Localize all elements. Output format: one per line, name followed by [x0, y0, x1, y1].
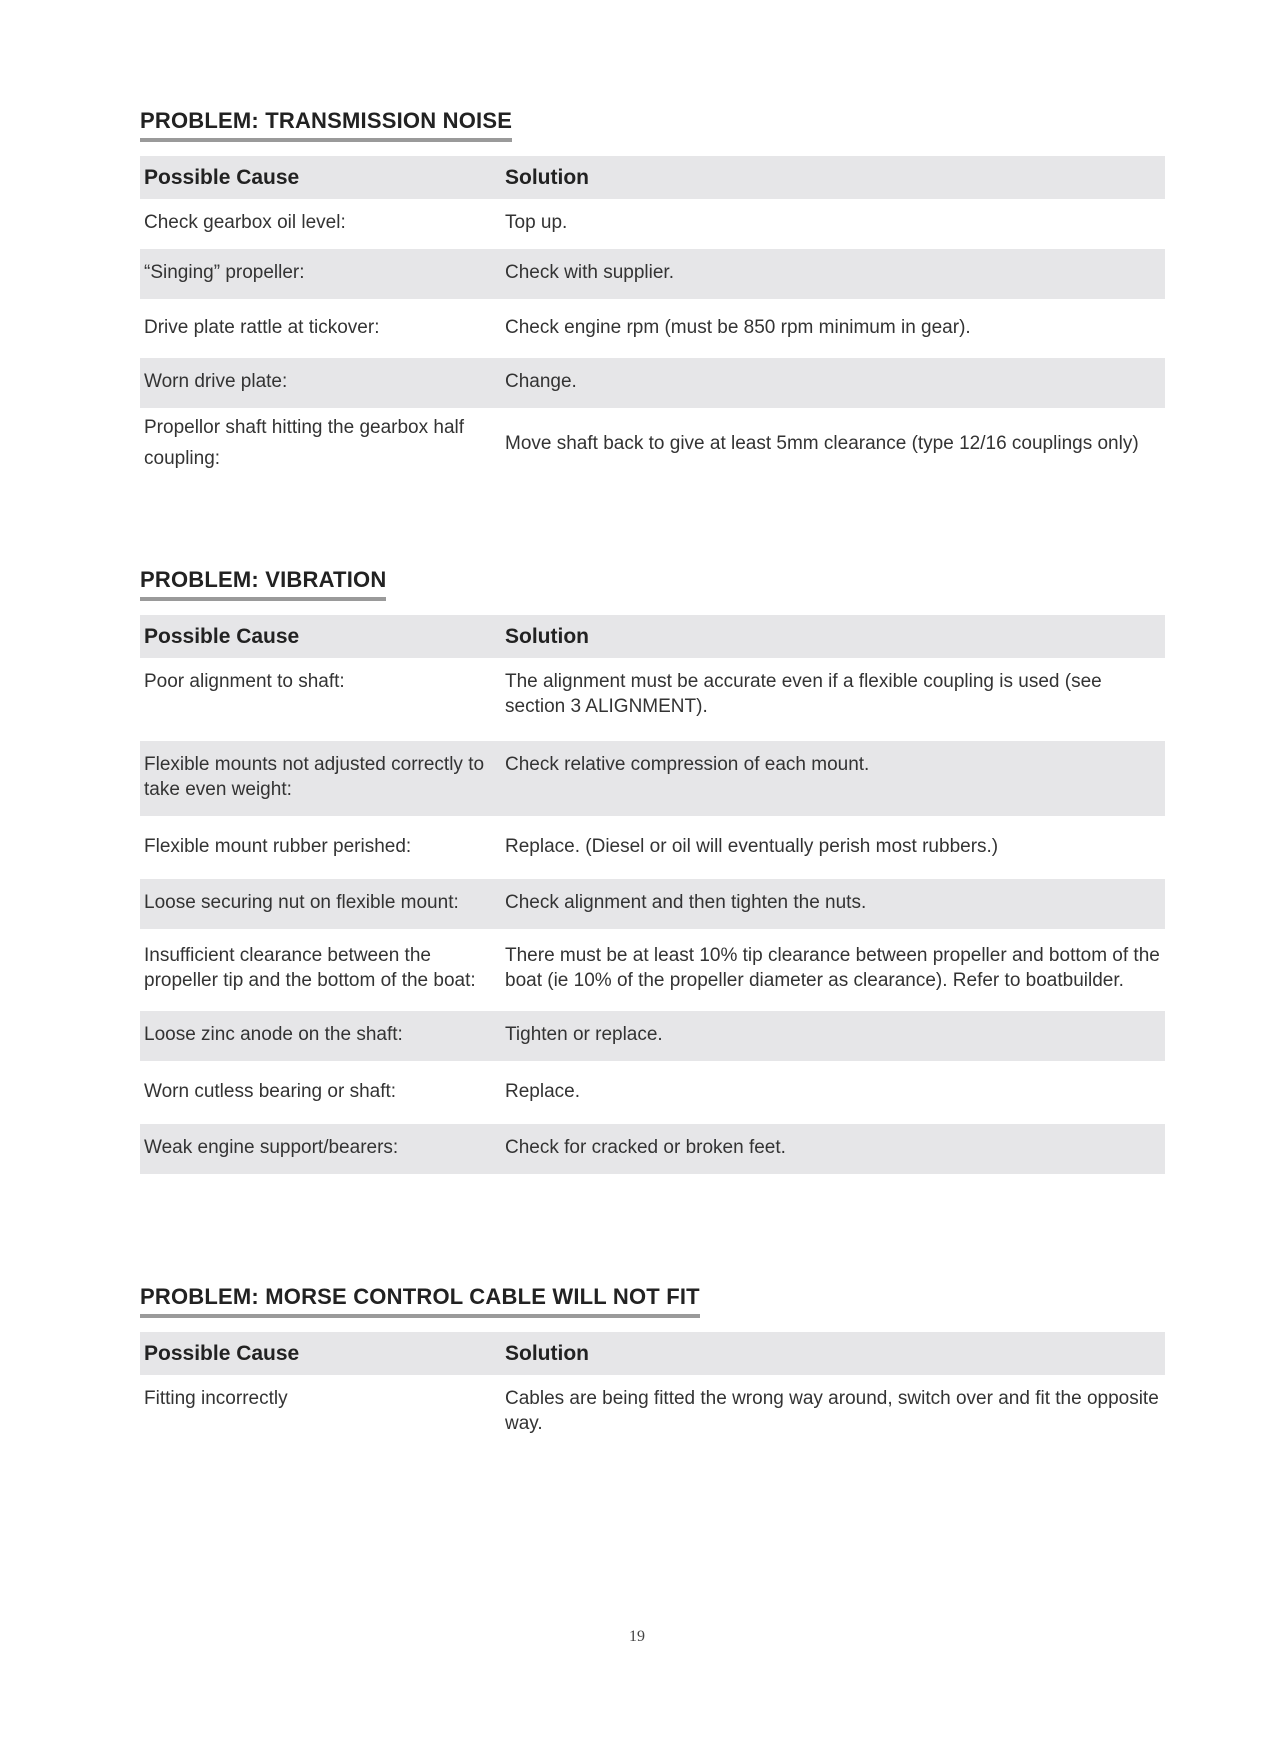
- cause-cell: Fitting incorrectly: [144, 1388, 288, 1409]
- table-row: [140, 1011, 1165, 1061]
- column-header-cause: Possible Cause: [140, 1332, 501, 1375]
- table-row: [140, 1375, 1165, 1450]
- solution-cell: Check alignment and then tighten the nuts.: [501, 879, 1165, 929]
- cause-cell: Flexible mount rubber perished:: [144, 836, 412, 857]
- section-vibration: [140, 567, 1165, 1174]
- section-heading: PROBLEM: MORSE CONTROL CABLE WILL NOT FIT: [140, 1284, 700, 1318]
- solution-cell: Change.: [501, 358, 1165, 408]
- solution-cell: Replace. (Diesel or oil will eventually perish most rubbers.): [505, 836, 999, 857]
- cause-cell: Worn cutless bearing or shaft:: [144, 1081, 397, 1102]
- solution-cell: Check relative compression of each mount.: [501, 741, 1165, 816]
- column-header-cause: Possible Cause: [140, 615, 501, 658]
- cause-cell: Loose zinc anode on the shaft:: [140, 1011, 501, 1061]
- solution-cell: The alignment must be accurate even if a flexible coupling is used (see section 3 ALIGNMENT).: [505, 671, 1102, 717]
- cause-cell: Loose securing nut on flexible mount:: [140, 879, 501, 929]
- table-row: [140, 879, 1165, 929]
- solution-cell: Top up.: [505, 212, 568, 233]
- solution-cell: Check engine rpm (must be 850 rpm minimum in gear).: [505, 317, 971, 338]
- table-row: [140, 408, 1165, 488]
- section-heading: PROBLEM: VIBRATION: [140, 567, 386, 601]
- troubleshooting-table: [140, 615, 1165, 1174]
- column-header-solution: Solution: [501, 615, 1165, 658]
- section-heading: PROBLEM: TRANSMISSION NOISE: [140, 108, 512, 142]
- table-row: [140, 1124, 1165, 1174]
- cause-cell: Weak engine support/bearers:: [140, 1124, 501, 1174]
- cause-cell: Worn drive plate:: [140, 358, 501, 408]
- table-row: [140, 816, 1165, 879]
- solution-cell: Replace.: [505, 1081, 580, 1102]
- troubleshooting-table: [140, 1332, 1165, 1450]
- cause-cell: Flexible mounts not adjusted correctly to take even weight:: [140, 741, 501, 816]
- table-header-row: [140, 615, 1165, 658]
- table-row: [140, 1061, 1165, 1124]
- table-header-row: [140, 1332, 1165, 1375]
- solution-cell: Cables are being fitted the wrong way around, switch over and fit the opposite way.: [505, 1388, 1159, 1434]
- cause-cell: Insufficient clearance between the propeller tip and the bottom of the boat:: [144, 945, 476, 991]
- solution-cell: Check with supplier.: [501, 249, 1165, 299]
- cause-cell: Propellor shaft hitting the gearbox half coupling:: [144, 417, 465, 469]
- column-header-solution: Solution: [501, 1332, 1165, 1375]
- cause-cell: “Singing” propeller:: [140, 249, 501, 299]
- column-header-solution: Solution: [501, 156, 1165, 199]
- table-row: [140, 741, 1165, 816]
- section-transmission-noise: [140, 108, 1165, 488]
- table-row: [140, 929, 1165, 1011]
- table-row: [140, 199, 1165, 249]
- section-morse-control-cable: [140, 1284, 1165, 1450]
- solution-cell: There must be at least 10% tip clearance between propeller and bottom of the boat (ie 10% of the propeller diameter as clearance). Refer to boatbuilder.: [505, 945, 1160, 991]
- table-header-row: [140, 156, 1165, 199]
- table-row: [140, 658, 1165, 741]
- solution-cell: Check for cracked or broken feet.: [501, 1124, 1165, 1174]
- column-header-cause: Possible Cause: [140, 156, 501, 199]
- solution-cell: Move shaft back to give at least 5mm clearance (type 12/16 couplings only): [505, 432, 1139, 454]
- cause-cell: Drive plate rattle at tickover:: [144, 317, 380, 338]
- table-row: [140, 358, 1165, 408]
- troubleshooting-table: [140, 156, 1165, 488]
- page-number: 19: [629, 1628, 645, 1645]
- table-row: [140, 299, 1165, 358]
- cause-cell: Check gearbox oil level:: [144, 212, 346, 233]
- solution-cell: Tighten or replace.: [501, 1011, 1165, 1061]
- table-row: [140, 249, 1165, 299]
- cause-cell: Poor alignment to shaft:: [144, 671, 345, 692]
